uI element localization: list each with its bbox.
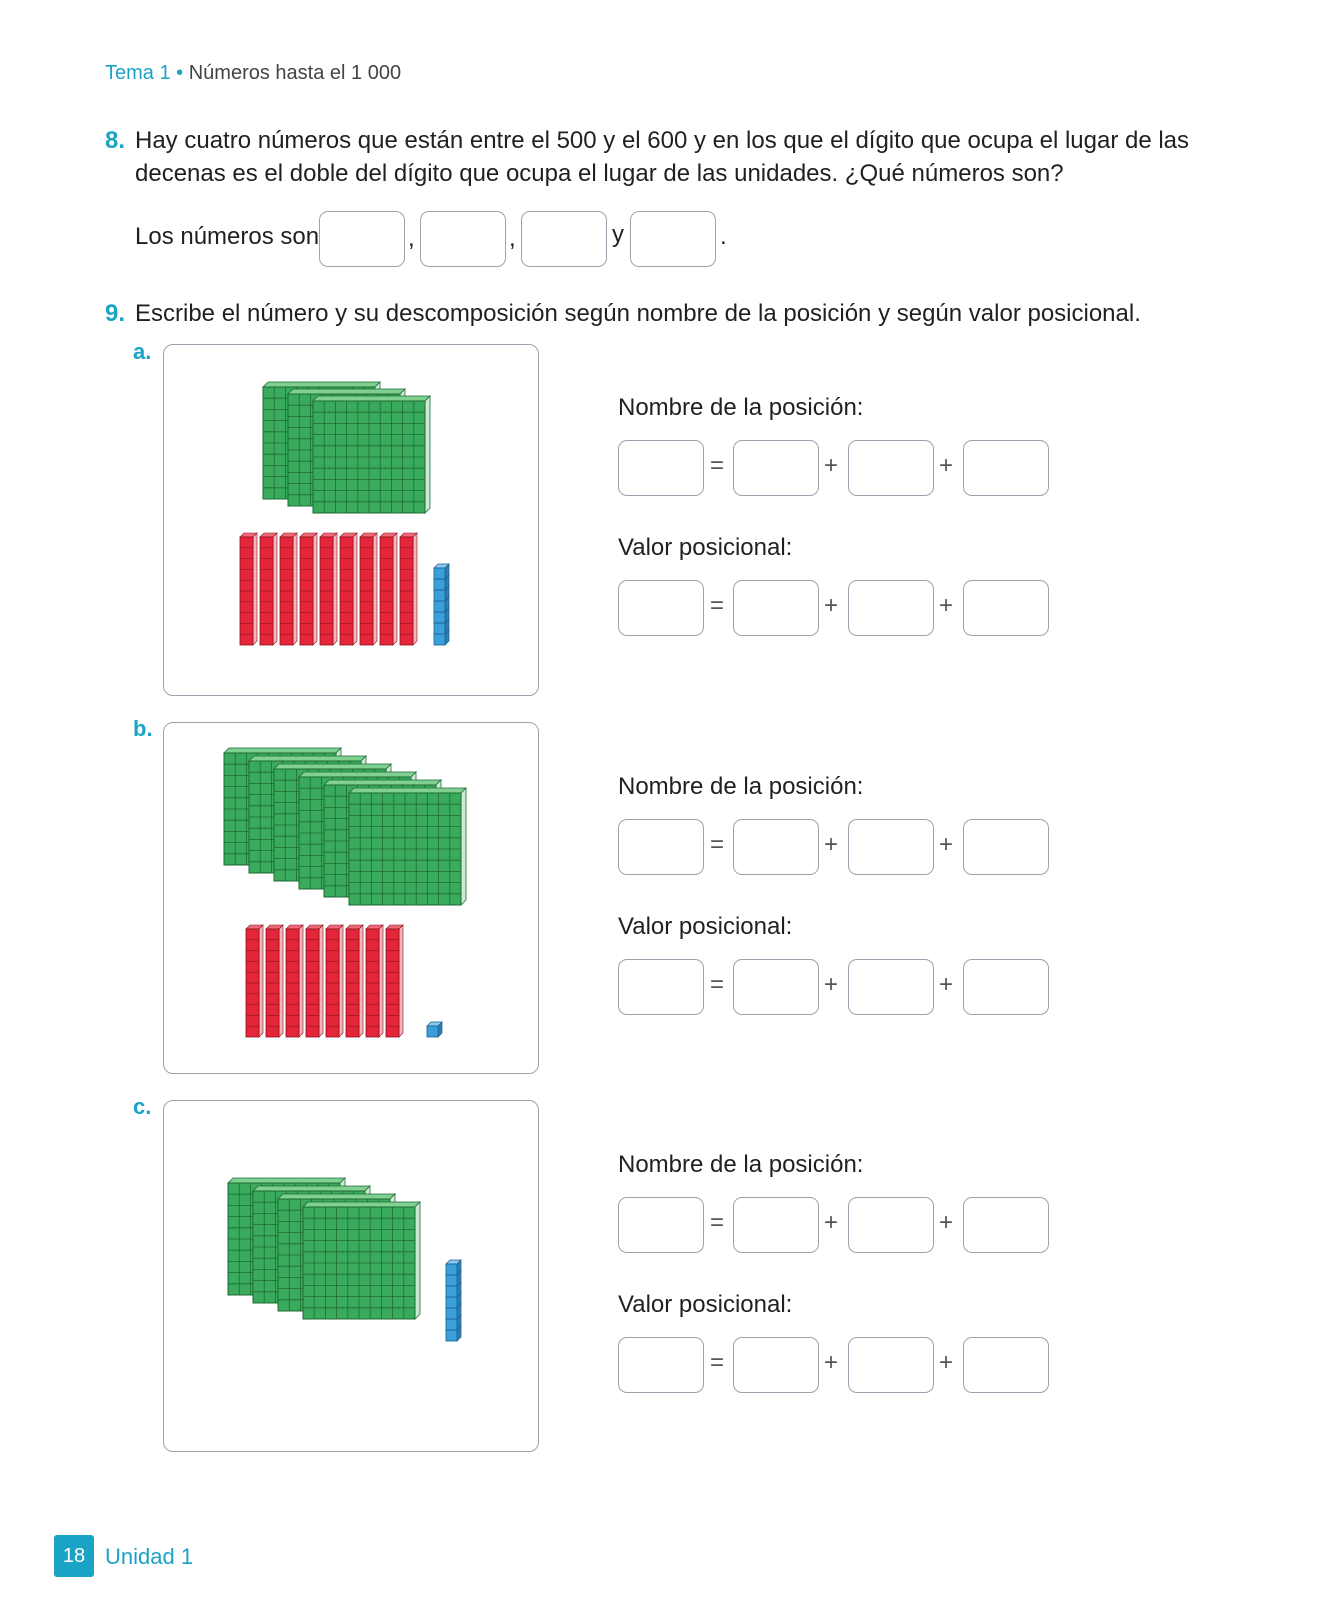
equals-sign: = xyxy=(710,592,725,619)
ten-rod xyxy=(246,925,263,1037)
one-cube xyxy=(434,564,449,579)
hundred-flat xyxy=(303,1202,420,1319)
number-box[interactable] xyxy=(618,1337,704,1393)
answer-box-4[interactable] xyxy=(630,211,716,267)
ten-rod xyxy=(240,533,257,645)
number-box[interactable] xyxy=(618,819,704,875)
ten-rod xyxy=(340,533,357,645)
ten-rod xyxy=(360,533,377,645)
ten-rod xyxy=(346,925,363,1037)
item-a-blocks-frame xyxy=(163,344,539,696)
ten-rod xyxy=(400,533,417,645)
period: . xyxy=(720,223,727,250)
equals-sign: = xyxy=(710,971,725,998)
hundreds-box[interactable] xyxy=(733,1197,819,1253)
hundreds-value-box[interactable] xyxy=(733,580,819,636)
plus-sign: + xyxy=(939,1209,954,1236)
item-b-letter: b. xyxy=(133,716,153,741)
ten-rod xyxy=(380,533,397,645)
item-b-answers xyxy=(618,773,1058,1023)
position-name-label: Nombre de la posición: xyxy=(618,773,864,800)
base-ten-blocks-b xyxy=(164,723,540,1075)
plus-sign: + xyxy=(939,592,954,619)
unit-label: Unidad 1 xyxy=(105,1544,194,1569)
comma-2: , xyxy=(509,225,516,252)
plus-sign: + xyxy=(939,831,954,858)
plus-sign: + xyxy=(824,1209,839,1236)
question-number: 9. xyxy=(105,300,126,327)
topic-title: Números hasta el 1 000 xyxy=(188,62,402,84)
one-cube xyxy=(446,1260,461,1275)
equals-sign: = xyxy=(710,831,725,858)
ten-rod xyxy=(260,533,277,645)
comma-1: , xyxy=(408,225,415,252)
tens-value-box[interactable] xyxy=(848,580,934,636)
position-name-label: Nombre de la posición: xyxy=(618,394,864,421)
topic-label: Tema 1 xyxy=(105,62,171,84)
question-text: Hay cuatro números que están entre el 500 y el 600 y en los que el dígito que ocupa el lugar de las decenas es el doble del dígito que ocupa el lugar de las unidades. ¿Qué números son? xyxy=(135,127,1190,187)
ten-rod xyxy=(386,925,403,1037)
header-separator: • xyxy=(176,62,184,84)
ones-box[interactable] xyxy=(963,819,1049,875)
ten-rod xyxy=(326,925,343,1037)
answer-lead: Los números son xyxy=(135,223,320,250)
ten-rod xyxy=(300,533,317,645)
equals-sign: = xyxy=(710,1209,725,1236)
item-a-letter: a. xyxy=(133,339,152,364)
hundred-flat xyxy=(313,396,430,513)
ones-value-box[interactable] xyxy=(963,580,1049,636)
answer-box-3[interactable] xyxy=(521,211,607,267)
hundreds-value-box[interactable] xyxy=(733,1337,819,1393)
ten-rod xyxy=(266,925,283,1037)
hundreds-box[interactable] xyxy=(733,440,819,496)
place-value-label: Valor posicional: xyxy=(618,534,793,561)
ones-value-box[interactable] xyxy=(963,1337,1049,1393)
plus-sign: + xyxy=(824,831,839,858)
hundreds-box[interactable] xyxy=(733,819,819,875)
question-8 xyxy=(105,124,1255,187)
plus-sign: + xyxy=(824,1349,839,1376)
question-9 xyxy=(105,300,1141,328)
plus-sign: + xyxy=(824,592,839,619)
ten-rod xyxy=(306,925,323,1037)
position-name-label: Nombre de la posición: xyxy=(618,1151,864,1178)
one-cube xyxy=(427,1022,442,1037)
plus-sign: + xyxy=(824,452,839,479)
item-c-blocks-frame xyxy=(163,1100,539,1452)
item-a-answers xyxy=(618,394,1058,644)
tens-box[interactable] xyxy=(848,819,934,875)
place-value-label: Valor posicional: xyxy=(618,1291,793,1318)
ten-rod xyxy=(286,925,303,1037)
ones-box[interactable] xyxy=(963,1197,1049,1253)
item-c-letter: c. xyxy=(133,1094,152,1119)
tens-value-box[interactable] xyxy=(848,959,934,1015)
page-number-badge: 18 xyxy=(54,1535,94,1577)
place-value-label: Valor posicional: xyxy=(618,913,793,940)
tens-box[interactable] xyxy=(848,440,934,496)
item-b-blocks-frame xyxy=(163,722,539,1074)
base-ten-blocks-c xyxy=(164,1101,540,1453)
ones-box[interactable] xyxy=(963,440,1049,496)
question-number: 8. xyxy=(105,127,126,154)
plus-sign: + xyxy=(939,971,954,998)
q8-answer-row xyxy=(135,211,755,269)
ten-rod xyxy=(320,533,337,645)
plus-sign: + xyxy=(939,452,954,479)
answer-box-1[interactable] xyxy=(319,211,405,267)
ones-value-box[interactable] xyxy=(963,959,1049,1015)
hundreds-value-box[interactable] xyxy=(733,959,819,1015)
plus-sign: + xyxy=(824,971,839,998)
equals-sign: = xyxy=(710,1349,725,1376)
ten-rod xyxy=(280,533,297,645)
base-ten-blocks-a xyxy=(164,345,540,697)
page-header xyxy=(105,62,401,85)
ten-rod xyxy=(366,925,383,1037)
number-box[interactable] xyxy=(618,1197,704,1253)
and-word: y xyxy=(612,221,624,248)
number-box[interactable] xyxy=(618,580,704,636)
tens-value-box[interactable] xyxy=(848,1337,934,1393)
question-text: Escribe el número y su descomposición según nombre de la posición y según valor posicional. xyxy=(135,300,1141,327)
item-c-answers xyxy=(618,1151,1058,1401)
equals-sign: = xyxy=(710,452,725,479)
number-box[interactable] xyxy=(618,959,704,1015)
hundred-flat xyxy=(349,788,466,905)
answer-box-2[interactable] xyxy=(420,211,506,267)
tens-box[interactable] xyxy=(848,1197,934,1253)
number-box[interactable] xyxy=(618,440,704,496)
plus-sign: + xyxy=(939,1349,954,1376)
